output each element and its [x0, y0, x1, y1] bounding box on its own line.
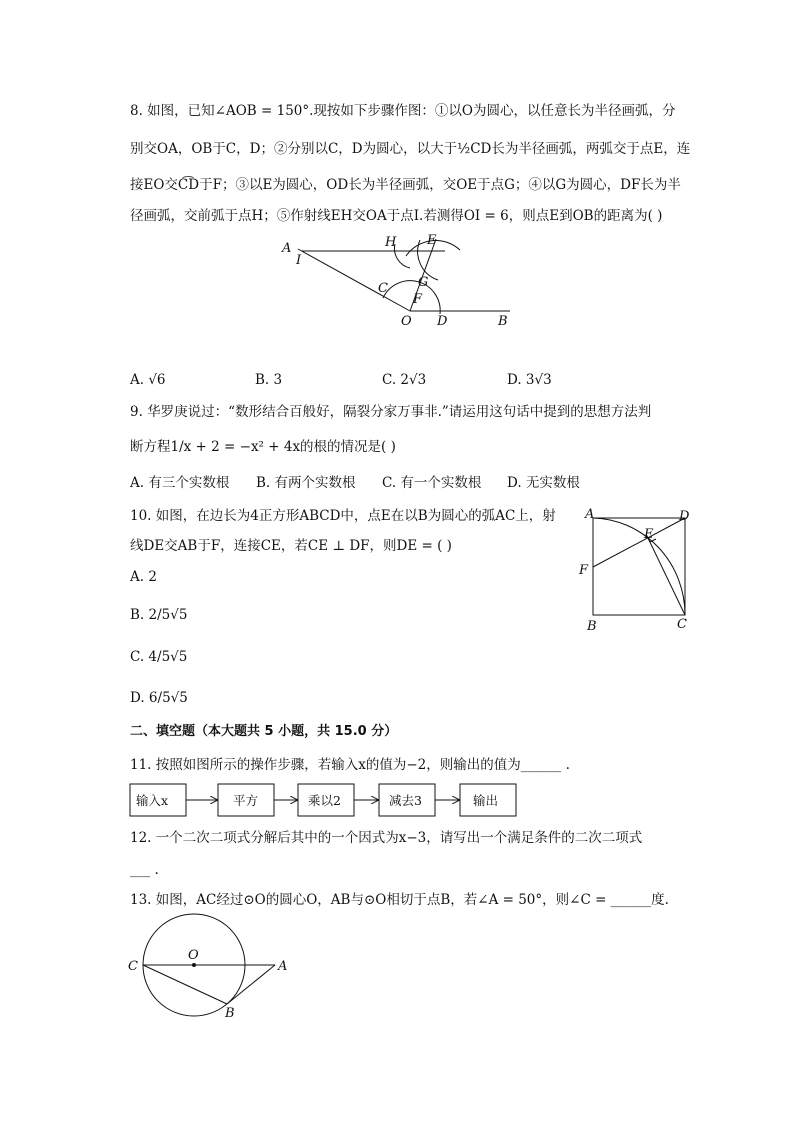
q8-option-b[interactable]: B. 3	[255, 372, 283, 388]
q13-center-dot	[192, 963, 196, 967]
q10-label-f: F	[579, 563, 589, 578]
q8-label-a: A	[282, 241, 292, 256]
q8-arc-h	[394, 244, 410, 268]
flow-label-input: 输入x	[136, 793, 169, 808]
q10-segment-ce	[648, 538, 685, 615]
q13-figure	[120, 910, 300, 1020]
q8-line-3: 接EO交C͡D于F；③以E为圆心，OD长为半径画弧，交OE于点G；④以G为圆心，DF长为半	[130, 177, 681, 193]
q10-option-a[interactable]: A. 2	[130, 569, 157, 585]
q9-line-1: 9. 华罗庚说过：“数形结合百般好，隔裂分家万事非.”请运用这句话中提到的思想方法判	[130, 404, 652, 420]
q10-figure	[575, 505, 700, 633]
q8-label-c: C	[378, 281, 388, 296]
q8-figure	[270, 230, 530, 335]
q8-arc-cd	[383, 281, 440, 314]
q8-label-d: D	[437, 314, 448, 329]
flow-label-output: 输出	[473, 793, 499, 808]
flow-label-subtract: 减去3	[389, 793, 422, 808]
q8-label-o: O	[401, 314, 412, 329]
q8-line-1: 8. 如图，已知∠AOB = 150°.现按如下步骤作图：①以O为圆心，以任意长为半径画弧，分	[130, 103, 676, 119]
q8-label-i: I	[296, 253, 302, 268]
q8-label-b: B	[498, 314, 508, 329]
q10-line-1: 10. 如图，在边长为4正方形ABCD中，点E在以B为圆心的弧AC上，射	[130, 508, 556, 524]
q9-option-c[interactable]: C. 有一个实数根	[382, 475, 482, 491]
q10-ray-df	[593, 518, 685, 567]
q10-square-abcd	[593, 518, 685, 615]
flow-label-square: 平方	[233, 793, 259, 808]
q8-label-g: G	[418, 275, 429, 290]
q8-option-d[interactable]: D. 3√3	[507, 372, 552, 388]
q11-flowchart	[125, 780, 525, 820]
q8-option-a[interactable]: A. √6	[130, 372, 166, 388]
q12-line-1: 12. 一个二次二项式分解后其中的一个因式为x−3，请写出一个满足条件的二次二项式	[130, 830, 643, 846]
q11-line-1: 11. 按照如图所示的操作步骤，若输入x的值为−2，则输出的值为______ .	[130, 757, 570, 773]
q8-label-f: F	[413, 292, 423, 307]
q10-label-d: D	[679, 509, 690, 524]
q9-option-d[interactable]: D. 无实数根	[507, 475, 580, 491]
q9-line-2: 断方程1/x + 2 = −x² + 4x的根的情况是( )	[130, 439, 396, 455]
q10-line-2: 线DE交AB于F，连接CE，若CE ⊥ DF，则DE = ( )	[130, 538, 452, 554]
q8-line-4: 径画弧，交前弧于点H；⑤作射线EH交OA于点I.若测得OI = 6，则点E到OB的距离为( )	[130, 208, 663, 224]
q10-label-c: C	[677, 617, 687, 632]
q9-option-a[interactable]: A. 有三个实数根	[130, 475, 230, 491]
q12-line-2: ___ .	[130, 862, 159, 878]
section-2-title: 二、填空题（本大题共 5 小题，共 15.0 分）	[130, 724, 398, 739]
q13-label-a: A	[278, 959, 288, 974]
q13-line-1: 13. 如图，AC经过⊙O的圆心O，AB与⊙O相切于点B，若∠A = 50°，则∠C = ______度.	[130, 892, 669, 908]
q10-label-a: A	[585, 507, 595, 522]
flow-label-multiply: 乘以2	[308, 793, 341, 808]
q10-label-b: B	[587, 619, 597, 633]
q8-option-c[interactable]: C. 2√3	[382, 372, 427, 388]
q8-line-2: 别交OA，OB于C，D；②分别以C，D为圆心，以大于½CD长为半径画弧，两弧交于点E，连	[130, 141, 691, 157]
q13-label-o: O	[188, 948, 199, 963]
q13-line-ab	[227, 965, 275, 1004]
q10-option-d[interactable]: D. 6/5√5	[130, 690, 188, 706]
q10-option-c[interactable]: C. 4/5√5	[130, 649, 188, 665]
q10-label-e: E	[644, 527, 654, 542]
q8-ray-oa	[298, 249, 410, 311]
q13-label-b: B	[225, 1006, 235, 1020]
q13-label-c: C	[128, 959, 138, 974]
q10-arc-ac	[593, 518, 685, 615]
q8-label-h: H	[385, 235, 397, 250]
q8-label-e: E	[427, 233, 437, 248]
q9-option-b[interactable]: B. 有两个实数根	[256, 475, 356, 491]
q10-option-b[interactable]: B. 2/5√5	[130, 607, 188, 623]
